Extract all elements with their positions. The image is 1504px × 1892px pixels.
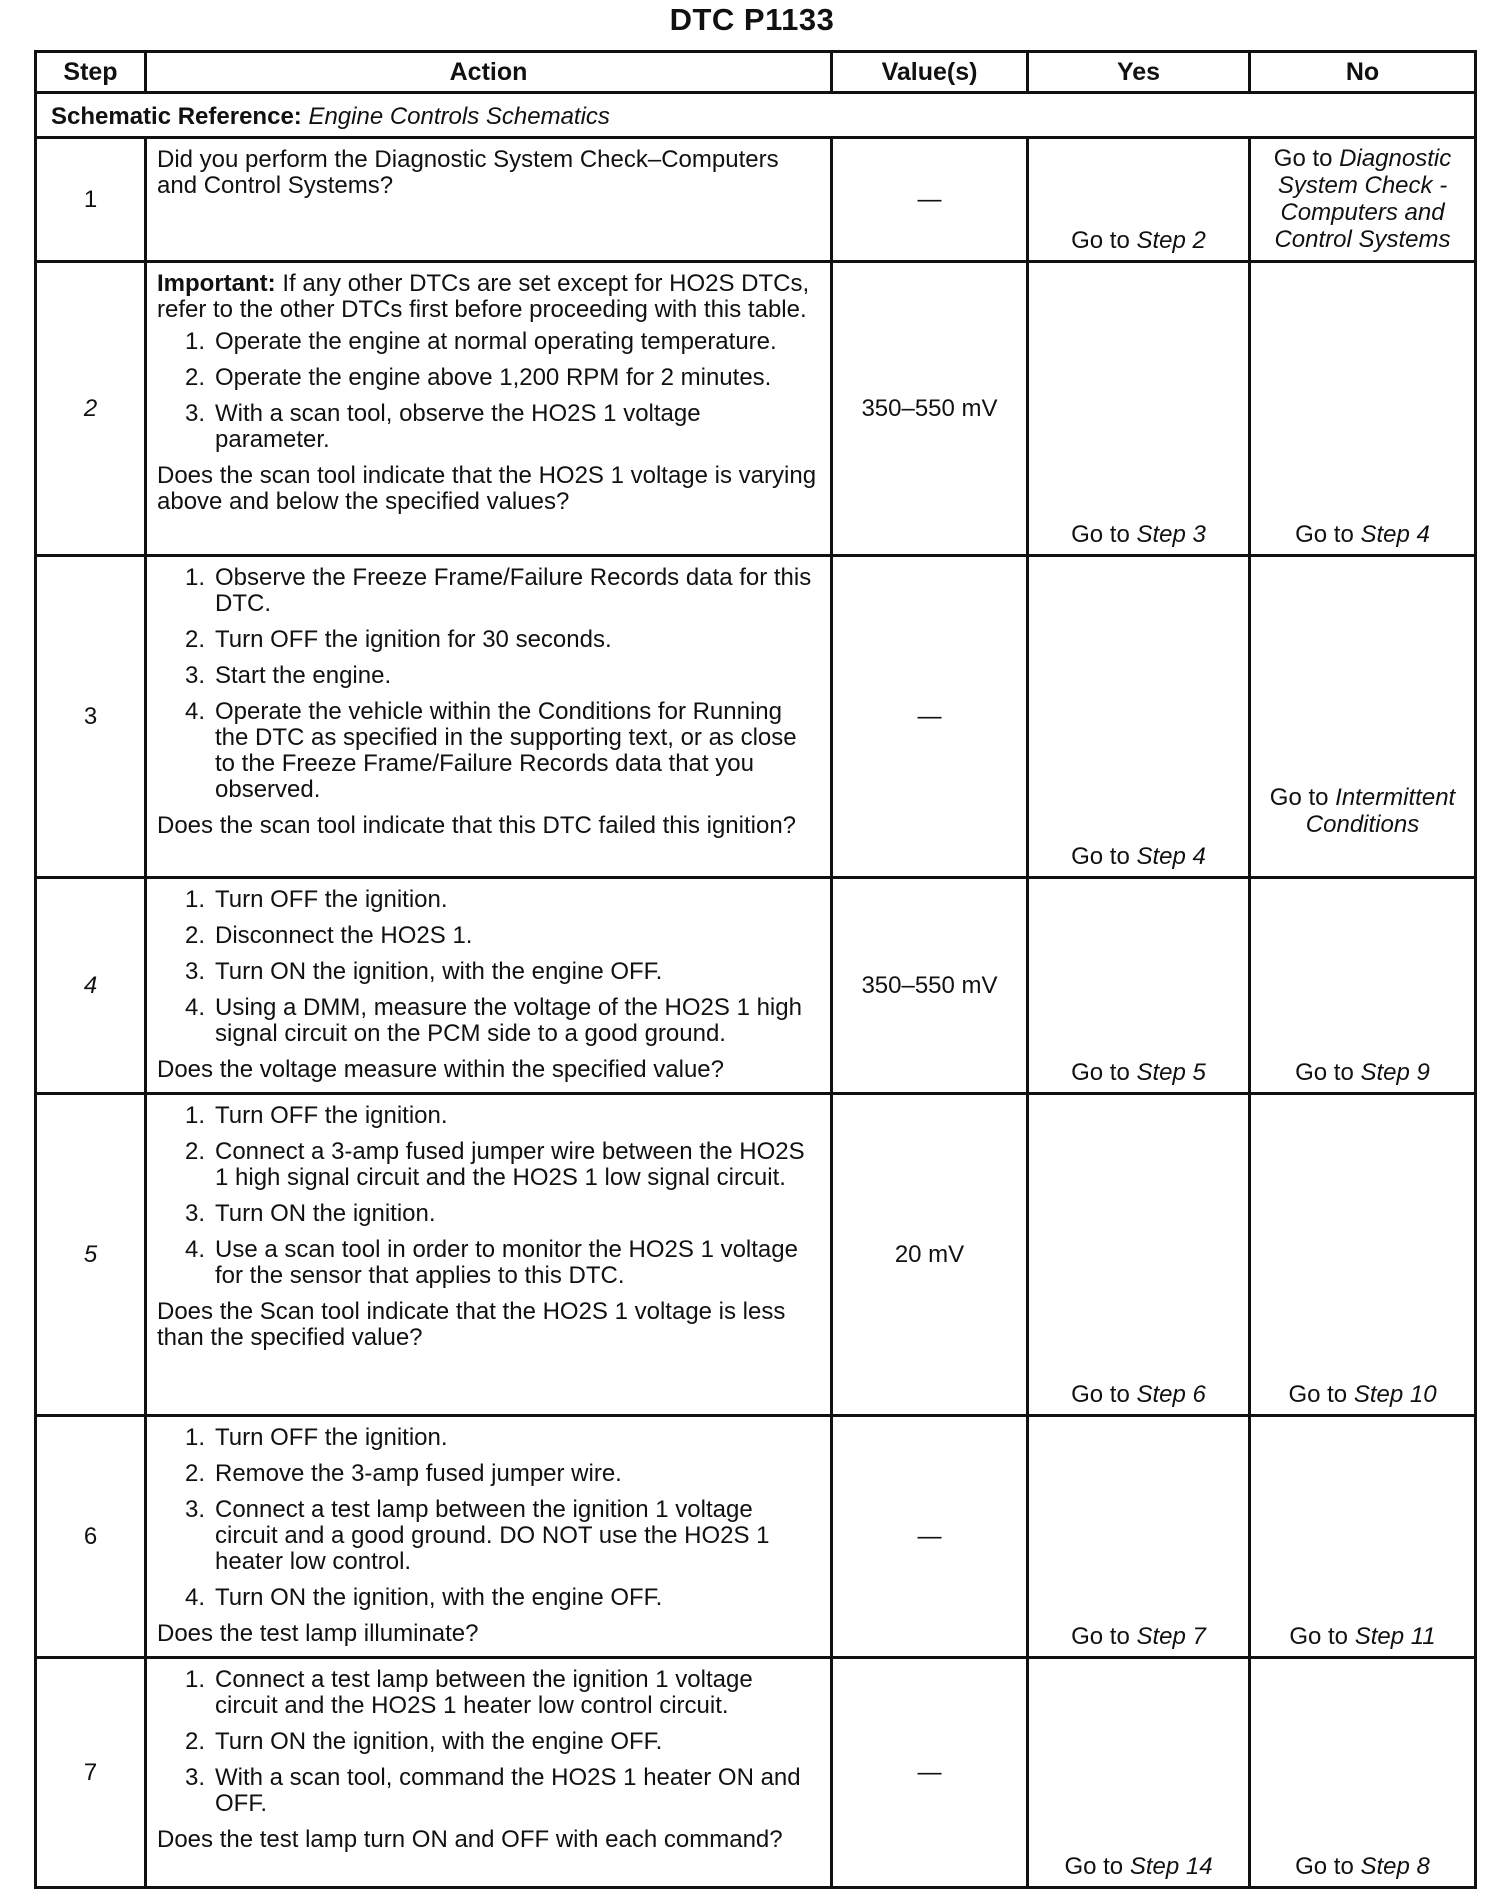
no-link[interactable] [1295,1853,1430,1880]
item-number: 1. [184,564,205,591]
header-values: Value(s) [832,52,1028,93]
item-text: Turn OFF the ignition. [215,886,448,913]
header-row [36,52,1476,93]
value-cell [832,556,1028,878]
no-cell [1250,556,1476,878]
no-cell [1250,1416,1476,1658]
yes-link[interactable] [1071,843,1206,870]
list-item [157,365,820,391]
no-target: Step 10 [1353,1381,1437,1408]
item-text: Turn ON the ignition, with the engine OFF. [215,1728,663,1755]
no-link[interactable] [1251,145,1474,253]
action-cell [146,262,832,556]
procedure-list [157,565,820,803]
no-target: Step 4 [1360,521,1430,548]
table-row [36,262,1476,556]
list-item [157,627,820,653]
list-item [157,1667,820,1719]
go-to-text: Go to [1071,1623,1130,1650]
item-number: 1. [184,328,205,355]
go-to-text: Go to [1295,521,1354,548]
yes-target: Step 4 [1136,843,1206,870]
list-item [157,995,820,1047]
action-cell [146,556,832,878]
no-cell [1250,1094,1476,1416]
item-number: 3. [184,958,205,985]
item-text: Turn OFF the ignition. [215,1102,448,1129]
value-text: — [917,1522,942,1550]
item-number: 3. [184,662,205,689]
item-number: 2. [184,1138,205,1165]
yes-cell [1028,1416,1250,1658]
important-text: If any other DTCs are set except for HO2S DTCs, refer to the other DTCs first before proceeding with this table. [157,270,810,323]
no-target: Intermittent Conditions [1305,784,1456,838]
procedure-list [157,1425,820,1611]
yes-cell [1028,1094,1250,1416]
go-to-text: Go to [1288,1381,1348,1408]
value-text: 350–550 mV [861,971,998,999]
no-target: Step 11 [1354,1623,1436,1650]
schematic-reference-label: Schematic Reference: [51,103,302,130]
step-number: 3 [36,556,146,878]
action-cell [146,138,832,262]
item-text: Using a DMM, measure the voltage of the HO2S 1 high signal circuit on the PCM side to a good ground. [215,994,802,1047]
list-item [157,699,820,803]
yes-cell [1028,878,1250,1094]
step-number: 2 [36,262,146,556]
action-question: Did you perform the Diagnostic System Check–Computers and Control Systems? [157,146,779,199]
item-text: Turn ON the ignition, with the engine OFF. [215,958,663,985]
no-cell [1250,878,1476,1094]
yes-link[interactable] [1071,1623,1206,1650]
item-text: Operate the vehicle within the Conditions for Running the DTC as specified in the supporting text, or as close to the Freeze Frame/Failure Records data that you observed. [215,698,797,803]
header-yes: Yes [1028,52,1250,93]
item-text: Operate the engine at normal operating temperature. [215,328,777,355]
action-cell [146,1658,832,1888]
yes-link[interactable] [1071,227,1206,254]
action-question: Does the Scan tool indicate that the HO2S 1 voltage is less than the specified value? [157,1298,786,1351]
list-item [157,1139,820,1191]
list-item [157,887,820,913]
action-question: Does the test lamp turn ON and OFF with each command? [157,1826,783,1853]
value-text: — [917,185,942,213]
no-cell [1250,1658,1476,1888]
important-note [157,271,820,323]
yes-target: Step 5 [1136,1059,1206,1086]
value-cell [832,138,1028,262]
item-number: 4. [184,698,205,725]
item-number: 1. [184,1424,205,1451]
yes-target: Step 6 [1136,1381,1206,1408]
value-cell [832,1658,1028,1888]
list-item [157,1237,820,1289]
list-item [157,663,820,689]
list-item [157,1201,820,1227]
item-number: 2. [184,1728,205,1755]
step-number: 1 [36,138,146,262]
no-target: Diagnostic System Check - Computers and Control Systems [1274,145,1452,253]
go-to-text: Go to [1071,227,1130,254]
table-row [36,878,1476,1094]
item-text: Remove the 3-amp fused jumper wire. [215,1460,622,1487]
no-target: Step 8 [1360,1853,1430,1880]
item-number: 3. [184,1496,205,1523]
action-cell [146,878,832,1094]
procedure-list [157,1103,820,1289]
header-step: Step [36,52,146,93]
item-text: Observe the Freeze Frame/Failure Records data for this DTC. [215,564,812,617]
procedure-list [157,1667,820,1817]
action-cell [146,1416,832,1658]
header-no: No [1250,52,1476,93]
list-item [157,401,820,453]
list-item [157,1103,820,1129]
step-number: 7 [36,1658,146,1888]
table-row [36,556,1476,878]
item-text: Turn OFF the ignition. [215,1424,448,1451]
item-number: 1. [184,1102,205,1129]
item-text: With a scan tool, observe the HO2S 1 voltage parameter. [215,400,701,453]
no-link[interactable] [1251,784,1474,838]
item-text: Connect a test lamp between the ignition 1 voltage circuit and the HO2S 1 heater low control circuit. [215,1666,753,1719]
item-number: 3. [184,1200,205,1227]
procedure-list [157,329,820,453]
schematic-reference-link[interactable]: Engine Controls Schematics [308,103,610,130]
action-cell [146,1094,832,1416]
item-text: Turn ON the ignition. [215,1200,436,1227]
item-text: Connect a 3-amp fused jumper wire between the HO2S 1 high signal circuit and the HO2S 1 low signal circuit. [215,1138,805,1191]
table-row [36,1658,1476,1888]
item-number: 2. [184,1460,205,1487]
item-text: Turn ON the ignition, with the engine OFF. [215,1584,663,1611]
document-title: DTC P1133 [669,2,835,37]
go-to-text: Go to [1071,521,1130,548]
action-question: Does the scan tool indicate that the HO2S 1 voltage is varying above and below the specified values? [157,462,817,515]
procedure-list [157,887,820,1047]
list-item [157,1729,820,1755]
go-to-text: Go to [1071,843,1130,870]
go-to-text: Go to [1295,1059,1354,1086]
yes-target: Step 3 [1136,521,1206,548]
no-link[interactable] [1295,1059,1430,1086]
action-question: Does the scan tool indicate that this DTC failed this ignition? [157,812,797,839]
list-item [157,1497,820,1575]
yes-link[interactable] [1071,1381,1206,1408]
list-item [157,959,820,985]
step-number: 6 [36,1416,146,1658]
header-action: Action [146,52,832,93]
no-link[interactable] [1295,521,1430,548]
no-link[interactable] [1289,1623,1435,1650]
yes-link[interactable] [1071,1059,1206,1086]
value-cell [832,1094,1028,1416]
value-cell [832,1416,1028,1658]
list-item [157,329,820,355]
schematic-reference [36,93,1476,138]
schematic-reference-row [36,93,1476,138]
item-number: 1. [184,1666,205,1693]
yes-cell [1028,138,1250,262]
yes-target: Step 14 [1129,1853,1213,1880]
item-number: 3. [184,1764,205,1791]
value-cell [832,262,1028,556]
item-number: 3. [184,400,205,427]
item-number: 4. [184,1236,205,1263]
yes-link[interactable] [1071,521,1206,548]
list-item [157,1461,820,1487]
no-link[interactable] [1288,1381,1436,1408]
action-question: Does the test lamp illuminate? [157,1620,479,1647]
item-text: Start the engine. [215,662,392,689]
step-number: 4 [36,878,146,1094]
item-text: With a scan tool, command the HO2S 1 heater ON and OFF. [215,1764,801,1817]
no-cell [1250,262,1476,556]
list-item [157,923,820,949]
value-text: 20 mV [894,1240,965,1268]
table-row [36,1094,1476,1416]
value-text: — [917,702,942,730]
go-to-text: Go to [1269,784,1329,811]
list-item [157,1425,820,1451]
action-question: Does the voltage measure within the specified value? [157,1056,724,1083]
value-cell [832,878,1028,1094]
item-number: 4. [184,994,205,1021]
item-number: 4. [184,1584,205,1611]
go-to-text: Go to [1064,1853,1124,1880]
yes-cell [1028,1658,1250,1888]
item-number: 1. [184,886,205,913]
yes-link[interactable] [1064,1853,1212,1880]
no-cell [1250,138,1476,262]
go-to-text: Go to [1295,1853,1354,1880]
item-text: Disconnect the HO2S 1. [215,922,473,949]
diagnostic-table [34,50,1477,1889]
go-to-text: Go to [1273,145,1333,172]
item-text: Operate the engine above 1,200 RPM for 2 minutes. [215,364,772,391]
table-row [36,138,1476,262]
go-to-text: Go to [1071,1059,1130,1086]
list-item [157,1765,820,1817]
value-text: 350–550 mV [861,394,998,422]
yes-target: Step 2 [1136,227,1206,254]
item-number: 2. [184,364,205,391]
yes-cell [1028,262,1250,556]
go-to-text: Go to [1071,1381,1130,1408]
table-row [36,1416,1476,1658]
important-label: Important: [157,270,276,297]
step-number: 5 [36,1094,146,1416]
value-text: — [917,1758,942,1786]
yes-cell [1028,556,1250,878]
item-text: Use a scan tool in order to monitor the HO2S 1 voltage for the sensor that applies to this DTC. [215,1236,798,1289]
list-item [157,565,820,617]
item-number: 2. [184,626,205,653]
item-text: Connect a test lamp between the ignition 1 voltage circuit and a good ground. DO NOT use the HO2S 1 heater low control. [215,1496,770,1575]
item-number: 2. [184,922,205,949]
list-item [157,1585,820,1611]
yes-target: Step 7 [1136,1623,1206,1650]
item-text: Turn OFF the ignition for 30 seconds. [215,626,612,653]
no-target: Step 9 [1360,1059,1430,1086]
go-to-text: Go to [1289,1623,1349,1650]
